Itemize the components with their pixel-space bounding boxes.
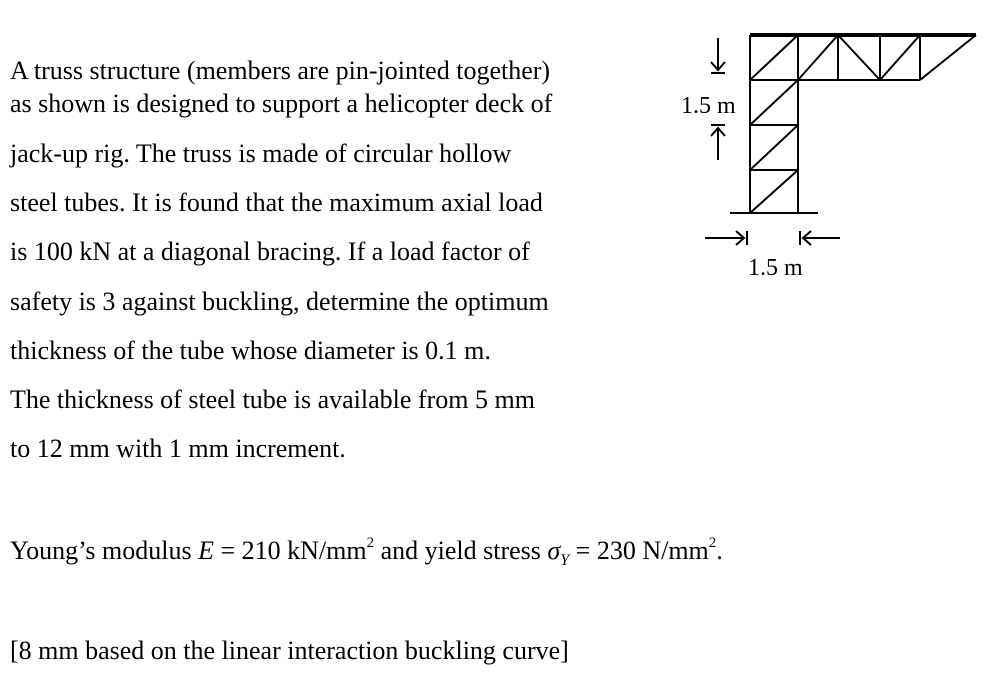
problem-line-7: thickness of the tube whose diameter is 0.1 m. — [10, 336, 491, 365]
cantilever-diagonal — [838, 35, 880, 80]
problem-line-2: as shown is designed to support a helicopter deck of — [10, 89, 553, 118]
sigma-exponent: 2 — [708, 535, 717, 551]
sigma-value: = 230 N/mm — [569, 536, 709, 565]
problem-line-3: jack-up rig. The truss is made of circular hollow — [10, 139, 512, 168]
column-diagonal — [750, 170, 798, 213]
properties-suffix: . — [716, 536, 723, 565]
problem-line-4: steel tubes. It is found that the maximum axial load — [10, 188, 543, 217]
answer-text: [8 mm based on the linear interaction buckling curve] — [10, 636, 569, 665]
e-value: = 210 kN/mm — [213, 536, 367, 565]
material-properties — [10, 536, 723, 570]
column-diagonal — [750, 35, 798, 80]
e-symbol: E — [198, 536, 214, 565]
problem-line-5: is 100 kN at a diagonal bracing. If a load factor of — [10, 237, 530, 266]
column-diagonal — [750, 80, 798, 125]
e-exponent: 2 — [366, 535, 375, 551]
problem-line-6: safety is 3 against buckling, determine the optimum — [10, 287, 549, 316]
problem-line-9: to 12 mm with 1 mm increment. — [10, 434, 346, 463]
problem-line-8: The thickness of steel tube is available from 5 mm — [10, 385, 535, 414]
height-label: 1.5 m — [681, 93, 736, 119]
cantilever-diagonal — [798, 35, 838, 80]
sigma-subscript: Y — [560, 552, 570, 569]
truss-diagram — [660, 20, 990, 290]
properties-prefix: Young’s modulus — [10, 536, 199, 565]
cantilever-end-member — [920, 35, 976, 80]
width-label: 1.5 m — [748, 255, 803, 281]
problem-line-1: A truss structure (members are pin-jointed together) — [10, 56, 551, 85]
sigma-symbol: σ — [547, 536, 561, 565]
properties-middle: and yield stress — [374, 536, 548, 565]
column-diagonal — [750, 125, 798, 170]
cantilever-diagonal — [880, 35, 920, 80]
truss-figure — [660, 20, 990, 290]
